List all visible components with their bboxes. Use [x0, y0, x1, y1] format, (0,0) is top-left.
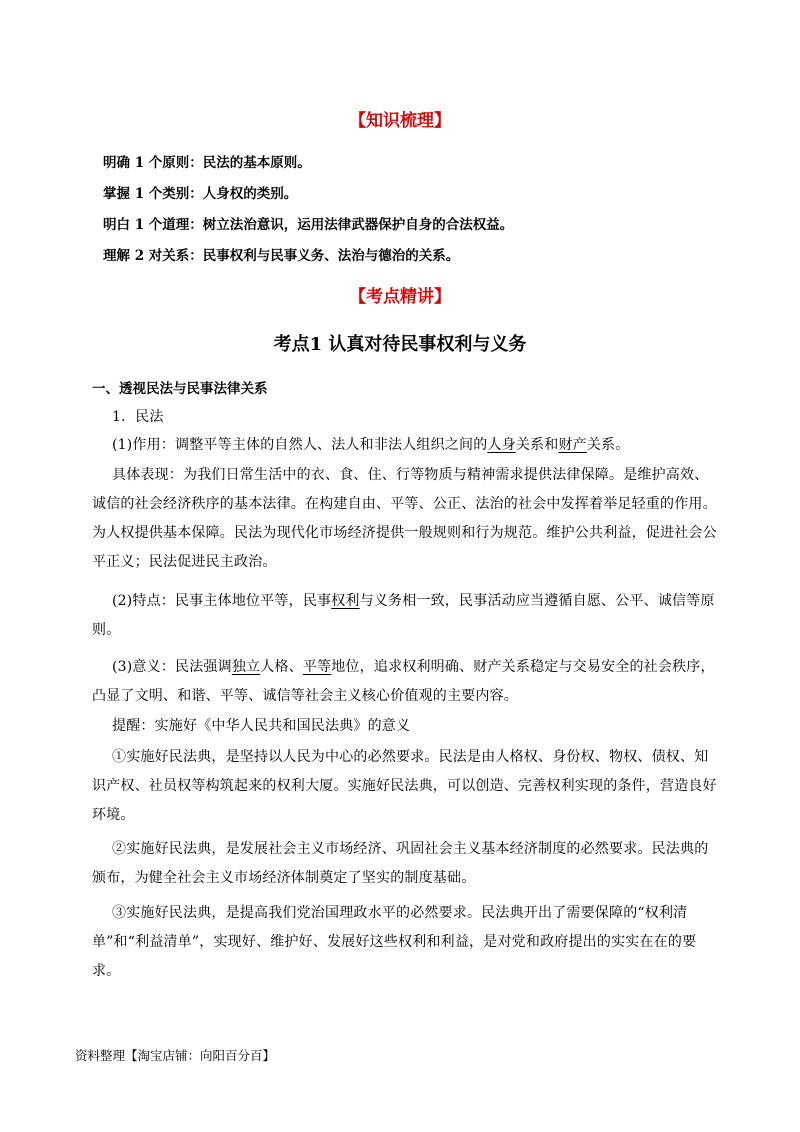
paragraph-line: 求。 [92, 963, 121, 979]
section-heading: 一、透视民法与民事法律关系 [92, 381, 268, 397]
reminder: 提醒：实施好《中华人民共和国民法典》的意义 [112, 718, 411, 734]
paragraph-line: 则。 [92, 622, 121, 638]
paragraph-line: ②实施好民法典，是发展社会主义市场经济、巩固社会主义基本经济制度的必然要求。民法典的 [112, 841, 709, 857]
paragraph-line: 为人权提供基本保障。民法为现代化市场经济提供一般规则和行为规范。维护公共利益，促进社会公 [92, 525, 717, 541]
paragraph-significance: (3)意义：民法强调独立人格、平等地位，追求权利明确、财产关系稳定与交易安全的社会秩序， [112, 659, 715, 675]
item-label: 1．民法 [112, 409, 164, 425]
paragraph-line: ③实施好民法典，是提高我们党治国理政水平的必然要求。民法典开出了需要保障的“权利清 [112, 905, 688, 921]
paragraph-line: 识产权、社员权等构筑起来的权利大厦。实施好民法典，可以创造、完善权利实现的条件，营造良好 [92, 778, 717, 794]
summary-line: 理解 2 对关系：民事权利与民事义务、法治与德治的关系。 [103, 248, 460, 264]
summary-line: 明确 1 个原则：民法的基本原则。 [103, 155, 311, 171]
kp-title: 考点1 认真对待民事权利与义务 [273, 334, 527, 355]
summary-line: 明白 1 个道理：树立法治意识，运用法律武器保护自身的合法权益。 [103, 217, 514, 233]
knowledge-heading: 【知识梳理】 [349, 111, 451, 131]
paragraph-line: 平正义；民法促进民主政治。 [92, 554, 277, 570]
footer-note: 资料整理【淘宝店铺：向阳百分百】 [75, 1048, 276, 1063]
exam-heading: 【考点精讲】 [349, 287, 451, 307]
paragraph-line: 具体表现：为我们日常生活中的衣、食、住、行等物质与精神需求提供法律保障。是维护高效、 [112, 467, 709, 483]
paragraph-line: 颁布，为健全社会主义市场经济体制奠定了坚实的制度基础。 [92, 870, 476, 886]
paragraph-line: 单”和“利益清单”，实现好、维护好、发展好这些权利和利益，是对党和政府提出的实实在在的要 [92, 934, 697, 950]
summary-line: 掌握 1 个类别：人身权的类别。 [103, 186, 298, 202]
paragraph-line: 环境。 [92, 807, 135, 823]
paragraph-role: (1)作用：调整平等主体的自然人、法人和非法人组织之间的人身关系和财产关系。 [112, 437, 630, 453]
paragraph-line: 凸显了文明、和谐、平等、诚信等社会主义核心价值观的主要内容。 [92, 688, 518, 704]
paragraph-line: ①实施好民法典，是坚持以人民为中心的必然要求。民法是由人格权、身份权、物权、债权、知 [112, 749, 709, 765]
paragraph-features: (2)特点：民事主体地位平等，民事权利与义务相一致，民事活动应当遵循自愿、公平、诚信等原 [112, 593, 715, 609]
paragraph-line: 诚信的社会经济秩序的基本法律。在构建自由、平等、公正、法治的社会中发挥着举足轻重的作用。 [92, 496, 717, 512]
